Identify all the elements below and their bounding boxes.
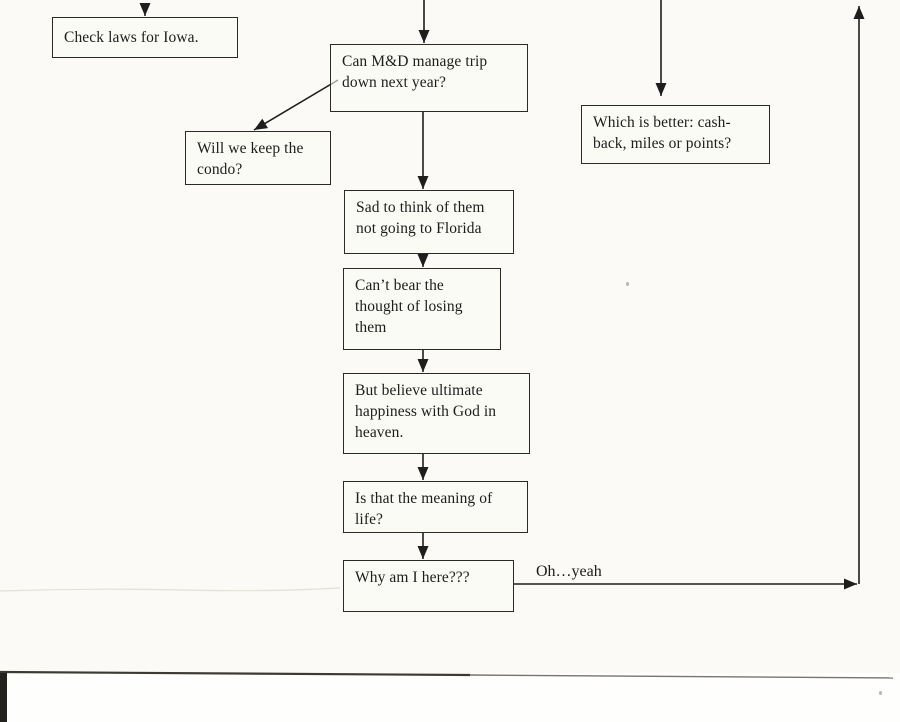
node-sad-florida-text: Sad to think of them not going to Florida <box>356 199 485 237</box>
label-oh-yeah: Oh…yeah <box>536 563 602 580</box>
scan-speck <box>626 282 629 286</box>
node-cash-back <box>581 105 770 164</box>
node-can-md-trip-text: Can M&D manage trip down next year? <box>342 53 488 91</box>
scan-bottom-strip <box>0 673 900 722</box>
node-ultimate-happiness <box>343 373 530 454</box>
scan-speck <box>879 691 882 695</box>
node-check-laws-text: Check laws for Iowa. <box>64 29 199 46</box>
node-cash-back-text: Which is better: cash-back, miles or points? <box>593 114 732 152</box>
node-meaning-of-life <box>343 481 528 533</box>
node-can-md-trip <box>330 44 528 112</box>
node-keep-condo <box>185 131 331 185</box>
scan-left-edge-bar <box>0 673 7 722</box>
node-keep-condo-text: Will we keep the condo? <box>197 140 304 178</box>
node-cant-bear-text: Can’t bear the thought of losing them <box>355 277 463 336</box>
node-sad-florida <box>344 190 514 254</box>
node-ultimate-happiness-text: But believe ultimate happiness with God in heaven. <box>355 382 497 441</box>
node-why-am-i-here-text: Why am I here??? <box>355 569 470 586</box>
node-check-laws <box>52 17 238 58</box>
node-cant-bear <box>343 268 501 350</box>
node-meaning-of-life-text: Is that the meaning of life? <box>355 490 493 528</box>
node-why-am-i-here <box>343 560 514 612</box>
